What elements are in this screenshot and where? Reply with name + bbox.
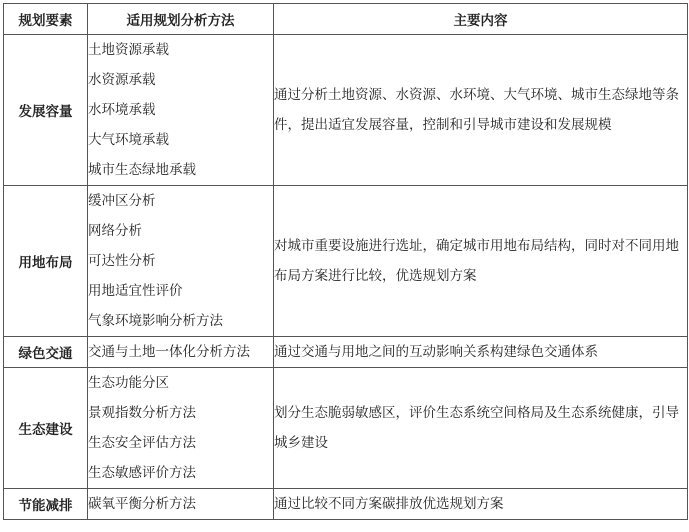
header-content: 主要内容 bbox=[274, 4, 688, 35]
content-cell: 划分生态脆弱敏感区，评价生态系统空间格局及生态系统健康，引导城乡建设 bbox=[274, 368, 688, 489]
method-item: 生态功能分区 bbox=[88, 375, 169, 391]
method-item: 交通与土地一体化分析方法 bbox=[88, 344, 250, 360]
method-item: 碳氧平衡分析方法 bbox=[88, 496, 196, 512]
factor-cell: 绿色交通 bbox=[4, 337, 88, 368]
table-row bbox=[4, 489, 688, 520]
method-item: 景观指数分析方法 bbox=[88, 405, 196, 421]
method-item: 用地适宜性评价 bbox=[88, 283, 183, 299]
table-header-row bbox=[4, 4, 688, 35]
table-row bbox=[4, 35, 688, 186]
table-row bbox=[4, 337, 688, 368]
content-cell: 通过比较不同方案碳排放优选规划方案 bbox=[274, 489, 688, 520]
methods-cell bbox=[88, 489, 274, 520]
method-item: 水资源承载 bbox=[88, 72, 156, 88]
method-item: 大气环境承载 bbox=[88, 132, 169, 148]
methods-cell bbox=[88, 337, 274, 368]
methods-cell bbox=[88, 368, 274, 489]
methods-cell bbox=[88, 186, 274, 337]
method-item: 土地资源承载 bbox=[88, 42, 169, 58]
factor-cell: 用地布局 bbox=[4, 186, 88, 337]
content-cell: 通过分析土地资源、水资源、水环境、大气环境、城市生态绿地等条件，提出适宜发展容量，控制和引导城市建设和发展规模 bbox=[274, 35, 688, 186]
method-item: 缓冲区分析 bbox=[88, 193, 156, 209]
method-item: 生态安全评估方法 bbox=[88, 435, 196, 451]
header-methods: 适用规划分析方法 bbox=[88, 4, 274, 35]
method-item: 可达性分析 bbox=[88, 253, 156, 269]
methods-cell bbox=[88, 35, 274, 186]
method-item: 生态敏感评价方法 bbox=[88, 465, 196, 481]
method-item: 城市生态绿地承载 bbox=[88, 162, 196, 178]
table-row bbox=[4, 186, 688, 337]
planning-methods-table bbox=[3, 3, 688, 520]
factor-cell: 发展容量 bbox=[4, 35, 88, 186]
factor-cell: 生态建设 bbox=[4, 368, 88, 489]
table-row bbox=[4, 368, 688, 489]
method-item: 气象环境影响分析方法 bbox=[88, 313, 223, 329]
content-cell: 对城市重要设施进行选址，确定城市用地布局结构，同时对不同用地布局方案进行比较，优选规划方案 bbox=[274, 186, 688, 337]
content-cell: 通过交通与用地之间的互动影响关系构建绿色交通体系 bbox=[274, 337, 688, 368]
header-factor: 规划要素 bbox=[4, 4, 88, 35]
method-item: 水环境承载 bbox=[88, 102, 156, 118]
method-item: 网络分析 bbox=[88, 223, 142, 239]
factor-cell: 节能减排 bbox=[4, 489, 88, 520]
